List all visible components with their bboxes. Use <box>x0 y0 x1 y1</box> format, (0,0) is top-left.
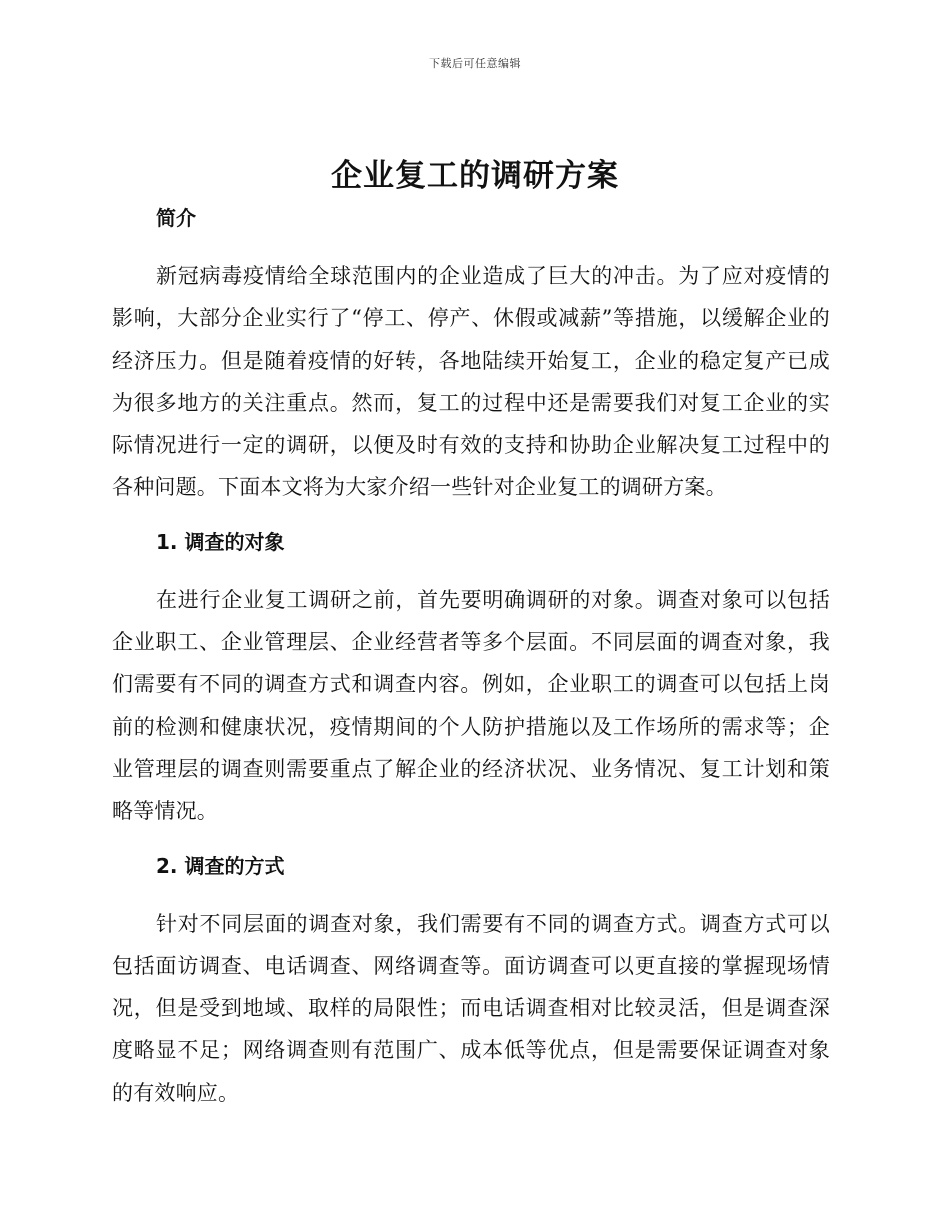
section-intro <box>112 203 830 509</box>
section-heading: 2. 调查的方式 <box>156 853 285 878</box>
section-heading: 1. 调查的对象 <box>156 529 285 554</box>
document-title: 企业复工的调研方案 <box>331 158 619 194</box>
section-paragraph: 在进行企业复工调研之前，首先要明确调研的对象。调查对象可以包括企业职工、企业管理层、企业经营者等多个层面。不同层面的调查对象，我们需要有不同的调查方式和调查内容。例如，企业职工的调查可以包括上岗前的检测和健康状况，疫情期间的个人防护措施以及工作场所的需求等；企业管理层的调查则需要重点了解企业的经济状况、业务情况、复工计划和策略等情况。 <box>112 587 830 824</box>
section-survey-methods <box>112 851 830 1114</box>
page-header-note: 下载后可任意编辑 <box>429 57 521 70</box>
section-paragraph: 新冠病毒疫情给全球范围内的企业造成了巨大的冲击。为了应对疫情的影响，大部分企业实行了“停工、停产、休假或减薪”等措施，以缓解企业的经济压力。但是随着疫情的好转，各地陆续开始复工，企业的稳定复产已成为很多地方的关注重点。然而，复工的过程中还是需要我们对复工企业的实际情况进行一定的调研，以便及时有效的支持和协助企业解决复工过程中的各种问题。下面本文将为大家介绍一些针对企业复工的调研方案。 <box>112 264 830 500</box>
section-paragraph: 针对不同层面的调查对象，我们需要有不同的调查方式。调查方式可以包括面访调查、电话调查、网络调查等。面访调查可以更直接的掌握现场情况，但是受到地域、取样的局限性；而电话调查相对比较灵活，但是调查深度略显不足；网络调查则有范围广、成本低等优点，但是需要保证调查对象的有效响应。 <box>112 911 830 1105</box>
section-survey-targets <box>112 527 830 833</box>
section-heading: 简介 <box>156 206 196 230</box>
document-body <box>112 203 830 1114</box>
